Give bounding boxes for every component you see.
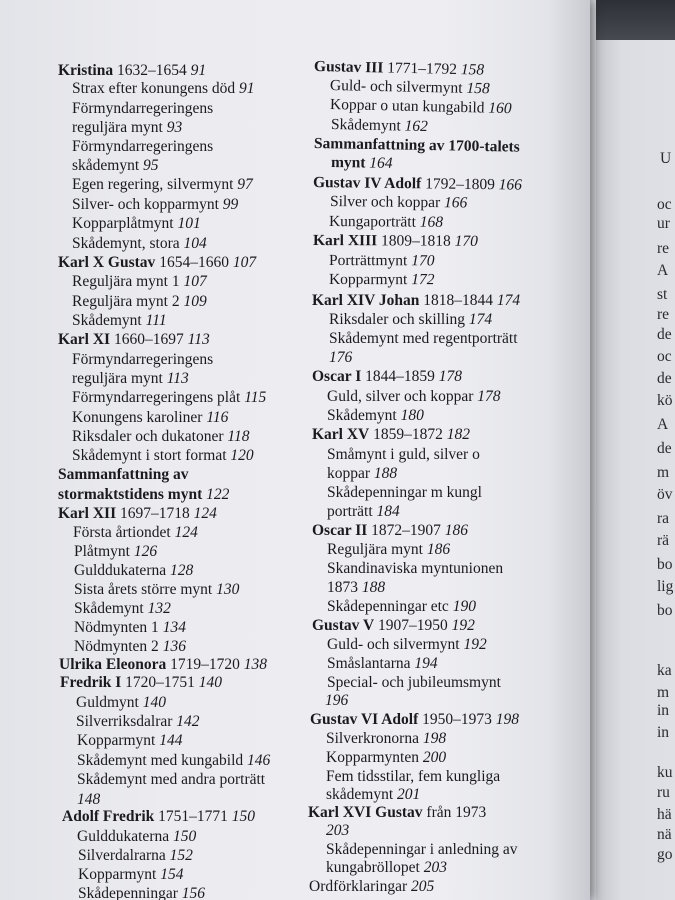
left_column-entry [72,312,167,330]
section-heading: Fredrik I [60,674,122,691]
left_column-entry [58,466,188,484]
section-heading: Gustav III [313,58,384,77]
left_column-entry [72,176,253,194]
entry-text: 1697–1718 [116,505,194,522]
page-number: 198 [422,730,447,747]
page-number: 101 [177,215,201,232]
page-number: 192 [463,636,487,653]
section-heading: Gustav VI Adolf [310,711,419,728]
left_column-entry [77,791,100,809]
entry-text: Första årtiondet [73,524,175,541]
entry-text: från 1973 [422,804,487,821]
left_column-entry [78,847,193,865]
right-page-text-fragment: bo [657,556,673,573]
page-number: 134 [162,619,186,636]
entry-text: Silverdalrarna [78,847,170,864]
section-heading: Karl XIV Johan [312,292,420,309]
page-number: 109 [183,293,207,310]
page-number: 188 [373,465,398,482]
page-number: 107 [232,254,257,271]
entry-text: 1654–1660 [155,254,233,271]
entry-text: Skådepenningar [78,885,182,900]
left_column-entry [72,351,213,369]
section-heading: Adolf Fredrik [62,808,155,825]
entry-text: Kopparplåtmynt [72,215,178,232]
page-number: 116 [206,409,229,426]
entry-text: Skandinaviska myntunionen [327,560,504,577]
section-heading: Gustav V [312,617,375,634]
page-number: 168 [419,213,444,231]
page-number: 162 [404,117,429,136]
page-number: 118 [227,428,250,445]
page-number: 95 [143,157,159,174]
entry-text: Koppar o utan kungabild [329,96,489,117]
entry-text: 1632–1654 [113,62,191,79]
right_column-entry [312,292,520,310]
page-number: 140 [142,694,166,711]
left_column-entry [58,486,229,504]
page-number: 194 [414,655,438,672]
right_column-entry [326,730,446,748]
page-number: 196 [325,692,349,709]
right_column-entry [312,617,475,635]
section-heading: Karl XII [58,505,117,522]
entry-text: Reguljära mynt [327,541,427,558]
right_column-entry [331,116,428,136]
entry-text: koppar [327,465,374,482]
entry-text: reguljära mynt [72,370,167,387]
section-heading: Karl XV [312,426,370,443]
entry-text: Reguljära mynt 2 [72,293,184,310]
right-page-text-fragment: ra [657,510,670,527]
entry-text: skådemynt [326,786,398,803]
right-page-text-fragment: go [657,846,673,863]
page-number: 128 [169,562,194,579]
left_column-entry [74,619,186,637]
entry-text: Ordförklaringar [309,878,411,895]
page-number: 150 [231,808,256,825]
left_column-entry [73,524,198,542]
right_column-entry [329,213,443,232]
page-number: 113 [166,370,189,387]
page-number: 150 [172,828,197,845]
entry-text: Egen regering, silvermynt [72,176,238,193]
left_column-entry [72,80,255,98]
page-number: 113 [187,331,210,348]
page-number: 166 [443,194,468,212]
entry-text: Nödmynten 1 [74,619,163,636]
page-number: 201 [397,786,421,803]
right_column-entry [327,579,385,597]
right_column-entry [327,465,397,483]
left_column-entry [74,638,186,656]
right_column-entry [326,822,349,840]
page-number: 190 [452,598,476,615]
right_column-entry [313,174,522,195]
right-page-text-fragment: ru [657,784,670,801]
right_column-entry [327,446,480,464]
entry-text: Silverriksdalrar [76,713,177,730]
page-number: 115 [244,389,267,406]
left_column-entry [58,62,206,80]
entry-text: Skådemynt i stort format [72,447,231,464]
entry-text: Småslantarna [327,655,415,672]
section-heading: Sammanfattning av 1700-talets [313,135,520,156]
right-page-text-fragment: lig [657,578,674,595]
page-number: 198 [495,711,519,728]
page-number: 176 [329,349,353,366]
page-number: 99 [222,196,239,213]
right_column-entry [327,484,482,502]
right_column-entry [326,859,447,877]
right-page-text-fragment: st [657,286,668,303]
right-page-text-fragment: m [657,464,670,481]
page-number: 93 [166,119,183,136]
entry-text: 1907–1950 [374,617,452,634]
page-number: 111 [145,312,167,329]
entry-text: Silver och koppar [329,193,445,212]
left_column-entry [78,866,183,884]
section-heading: Kristina [58,62,114,79]
entry-text: Guld- och silvermynt [327,636,464,653]
entry-text: 1720–1751 [121,674,199,691]
page-number: 186 [444,522,469,539]
section-heading: Sammanfattning av [58,466,189,483]
left_column-entry [72,157,159,175]
right_column-entry [330,77,490,98]
right_column-entry [326,749,446,767]
entry-text: Förmyndarregeringens [72,138,214,155]
entry-text: Skådemynt [327,407,401,424]
entry-text: 1792–1809 [421,175,499,194]
page-number: 148 [77,791,101,808]
page-number: 136 [162,638,186,655]
entry-text: Kopparmynten [326,749,423,766]
entry-text: 1809–1818 [377,232,455,250]
section-heading: Karl X Gustav [58,254,156,271]
entry-text: 1873 [327,579,362,596]
page-number: 174 [468,311,493,328]
right_column-entry [329,311,492,329]
left_column-entry [77,732,182,750]
section-heading: Karl XIII [312,232,378,250]
page-number: 192 [451,617,475,634]
entry-text: reguljära mynt [72,119,167,136]
entry-text: Strax efter konungens död [72,80,240,97]
page-number: 144 [159,732,183,749]
left_column-entry [72,389,266,407]
left_column-entry [77,752,270,770]
left_column-entry [72,235,207,253]
entry-text: Skådemynt med andra porträtt [77,771,266,788]
page-number: 170 [454,232,478,250]
left_column-entry [72,293,207,311]
page-number: 130 [216,581,240,598]
page-number: 203 [423,859,447,876]
left_column-entry [72,215,201,233]
right_column-entry [329,349,352,367]
left_column-entry [74,562,193,580]
right_column-entry [327,560,503,578]
entry-text: Kopparmynt [78,866,161,883]
section-heading: Ulrika Eleonora [59,656,167,673]
page-number: 160 [488,99,512,118]
left_column-entry [77,771,265,789]
page-number: 132 [147,600,171,617]
entry-text: Special- och jubileumsmynt [327,674,501,691]
right_column-entry [308,804,486,822]
section-heading: Karl XVI Gustav [308,804,423,821]
right_column-entry [312,368,462,386]
right_column-entry [331,154,393,173]
left_column-entry [62,808,255,826]
right_column-entry [327,407,424,425]
right_column-entry [312,426,470,444]
page-number: 158 [466,79,490,98]
entry-text: 1660–1697 [110,331,188,348]
right-page-text-fragment: oc [657,196,672,213]
left_column-entry [72,100,213,118]
right-page-text-fragment: nä [657,826,672,843]
section-heading: Oscar II [312,522,368,539]
right_column-entry [327,503,400,521]
page-number: 126 [133,543,158,560]
page-number: 91 [190,62,207,79]
page-number: 203 [326,822,350,839]
page-number: 154 [160,866,184,883]
entry-text: Guldmynt [76,694,143,711]
entry-text: Konungens karoliner [72,409,207,426]
right_column-entry [326,786,420,804]
right_column-entry [327,598,476,616]
page-number: 104 [183,235,207,252]
entry-text: Skådepenningar m kungl [327,484,482,501]
right_column-entry [330,193,468,212]
entry-text: 1844–1859 [361,368,439,385]
right-page-text-fragment: oc [657,348,672,365]
page-number: 182 [446,426,471,443]
entry-text: Skådemynt [330,116,405,135]
page-number: 180 [400,407,424,424]
entry-text: Skådemynt, stora [72,235,184,252]
right-page-text-fragment: bo [657,602,673,619]
right-page-text-fragment: re [657,306,670,323]
entry-text: Guld, silver och koppar [327,388,478,405]
right_column-entry [309,878,434,896]
entry-text: Sista årets större mynt [74,581,217,598]
right-page-text-fragment: de [657,440,672,457]
right_column-entry [313,232,478,251]
entry-text: 1950–1973 [418,711,496,728]
page-number: 170 [411,252,435,270]
left_column-entry [76,713,200,731]
page-number: 122 [206,486,230,503]
entry-text: 1872–1907 [367,522,445,539]
right-page-text-fragment: rä [657,532,670,549]
left_column-entry [74,543,157,561]
page-number: 124 [193,505,217,522]
page-number: 142 [176,713,200,730]
right-page-text-fragment: ur [657,215,670,232]
entry-text: 1818–1844 [419,292,497,309]
left_column-entry [58,331,210,349]
right-page-text-fragment: in [657,702,670,719]
entry-text: Reguljära mynt 1 [72,273,184,290]
section-heading: stormaktstidens mynt [58,486,203,503]
left_column-entry [72,370,189,388]
page-number: 97 [237,176,253,193]
page-number: 107 [183,273,207,290]
page-number: 178 [477,388,501,405]
entry-text: Förmyndarregeringens [72,100,214,117]
right_column-entry [326,841,518,859]
right_column-entry [329,252,435,270]
entry-text: 1719–1720 [166,656,244,673]
left_column-entry [74,581,239,599]
entry-text: Skådemynt [74,600,148,617]
right-page-text-fragment: U [660,150,672,167]
page-number: 205 [411,878,435,895]
entry-text: kungabröllopet [326,859,424,876]
right-page-text-fragment: ka [657,662,672,679]
page-number: 140 [198,674,223,691]
right_column-entry [327,541,450,559]
page-number: 174 [496,292,521,309]
section-heading: Karl XI [58,331,111,348]
right-page-text-fragment: A [657,262,669,279]
page-number: 146 [247,752,271,769]
right_column-entry [327,388,500,406]
entry-text: 1859–1872 [369,426,447,443]
entry-text: Kungaporträtt [328,213,420,231]
entry-text: Skådemynt med kungabild [77,752,248,769]
entry-text: Fem tidsstilar, fem kungliga [326,768,501,785]
right-page-text-fragment: A [657,416,669,433]
page-number: 172 [411,271,435,289]
left_column-entry [72,273,207,291]
entry-text: skådemynt [72,157,144,174]
left_column-entry [78,885,205,900]
left_column-entry [72,428,250,446]
page-number: 156 [181,885,205,900]
entry-text: Silverkronorna [326,730,423,747]
page-number: 188 [361,579,386,596]
entry-text: Kopparmynt [328,271,412,289]
right-page-text-fragment: m [657,684,670,701]
left_column-entry [72,138,213,156]
entry-text: Kopparmynt [77,732,160,749]
right_column-entry [312,522,468,540]
page-number: 120 [230,447,254,464]
left_column-entry [74,600,171,618]
left_column-entry [60,674,222,692]
page-number: 164 [369,154,393,172]
entry-text: 1771–1792 [383,59,462,79]
right_column-entry [329,271,435,289]
right_column-entry [325,692,348,710]
right_column-entry [329,330,518,348]
page-number: 186 [426,541,451,558]
entry-text: Småmynt i guld, silver o [327,446,480,463]
right_column-entry [327,636,487,654]
page-number: 138 [243,656,267,673]
left_column-entry [77,828,196,846]
right-page-text-fragment: öv [657,486,673,503]
page-number: 91 [239,80,255,97]
left_column-entry [72,409,228,427]
section-heading: mynt [330,154,366,172]
section-heading: Oscar I [312,368,362,385]
entry-text: Riksdaler och dukatoner [72,428,228,445]
right-page-text-fragment: re [657,240,670,257]
right_column-entry [310,711,519,729]
entry-text: Skådemynt med regentporträtt [329,330,518,347]
right_column-entry [327,655,438,673]
entry-text: porträtt [327,503,377,520]
page-number: 124 [174,524,198,541]
entry-text: Nödmynten 2 [74,638,163,655]
page-number: 152 [169,847,193,864]
entry-text: Silver- och kopparmynt [72,196,223,213]
left_column-entry [72,196,238,214]
entry-text: Gulddukaterna [74,562,170,579]
entry-text: Skådepenningar etc [327,598,453,615]
left_column-entry [72,447,254,465]
right-page-text-fragment: de [657,326,672,343]
entry-text: Guld- och silvermynt [329,77,467,97]
right-page-text-fragment: ku [657,764,673,781]
page-number: 184 [376,503,400,520]
page-number: 158 [460,61,485,79]
right-page-text-fragment: kö [657,392,673,409]
right-page-text-fragment: de [657,370,672,387]
left_column-entry [58,254,256,272]
right-page-text-fragment: hä [657,806,672,823]
entry-text: Gulddukaterna [77,828,173,845]
entry-text: 1751–1771 [154,808,232,825]
right-page-text-fragment: in [657,724,670,741]
entry-text: Plåtmynt [74,543,134,560]
left_column-entry [58,505,217,523]
page-number: 178 [438,368,462,385]
entry-text: Skådemynt [72,312,146,329]
page-number: 166 [498,176,523,194]
right_column-entry [327,674,501,692]
entry-text: Riksdaler och skilling [329,311,469,328]
left_column-entry [59,656,267,674]
page-number: 200 [422,749,447,766]
entry-text: Förmyndarregeringens [72,351,214,368]
entry-text: Förmyndarregeringens plåt [72,389,245,406]
left_column-entry [76,694,166,712]
right_column-entry [326,768,500,786]
left_column-entry [72,119,182,137]
entry-text: Porträttmynt [328,252,412,270]
section-heading: Gustav IV Adolf [312,174,422,193]
entry-text: Skådepenningar i anledning av [326,841,518,858]
